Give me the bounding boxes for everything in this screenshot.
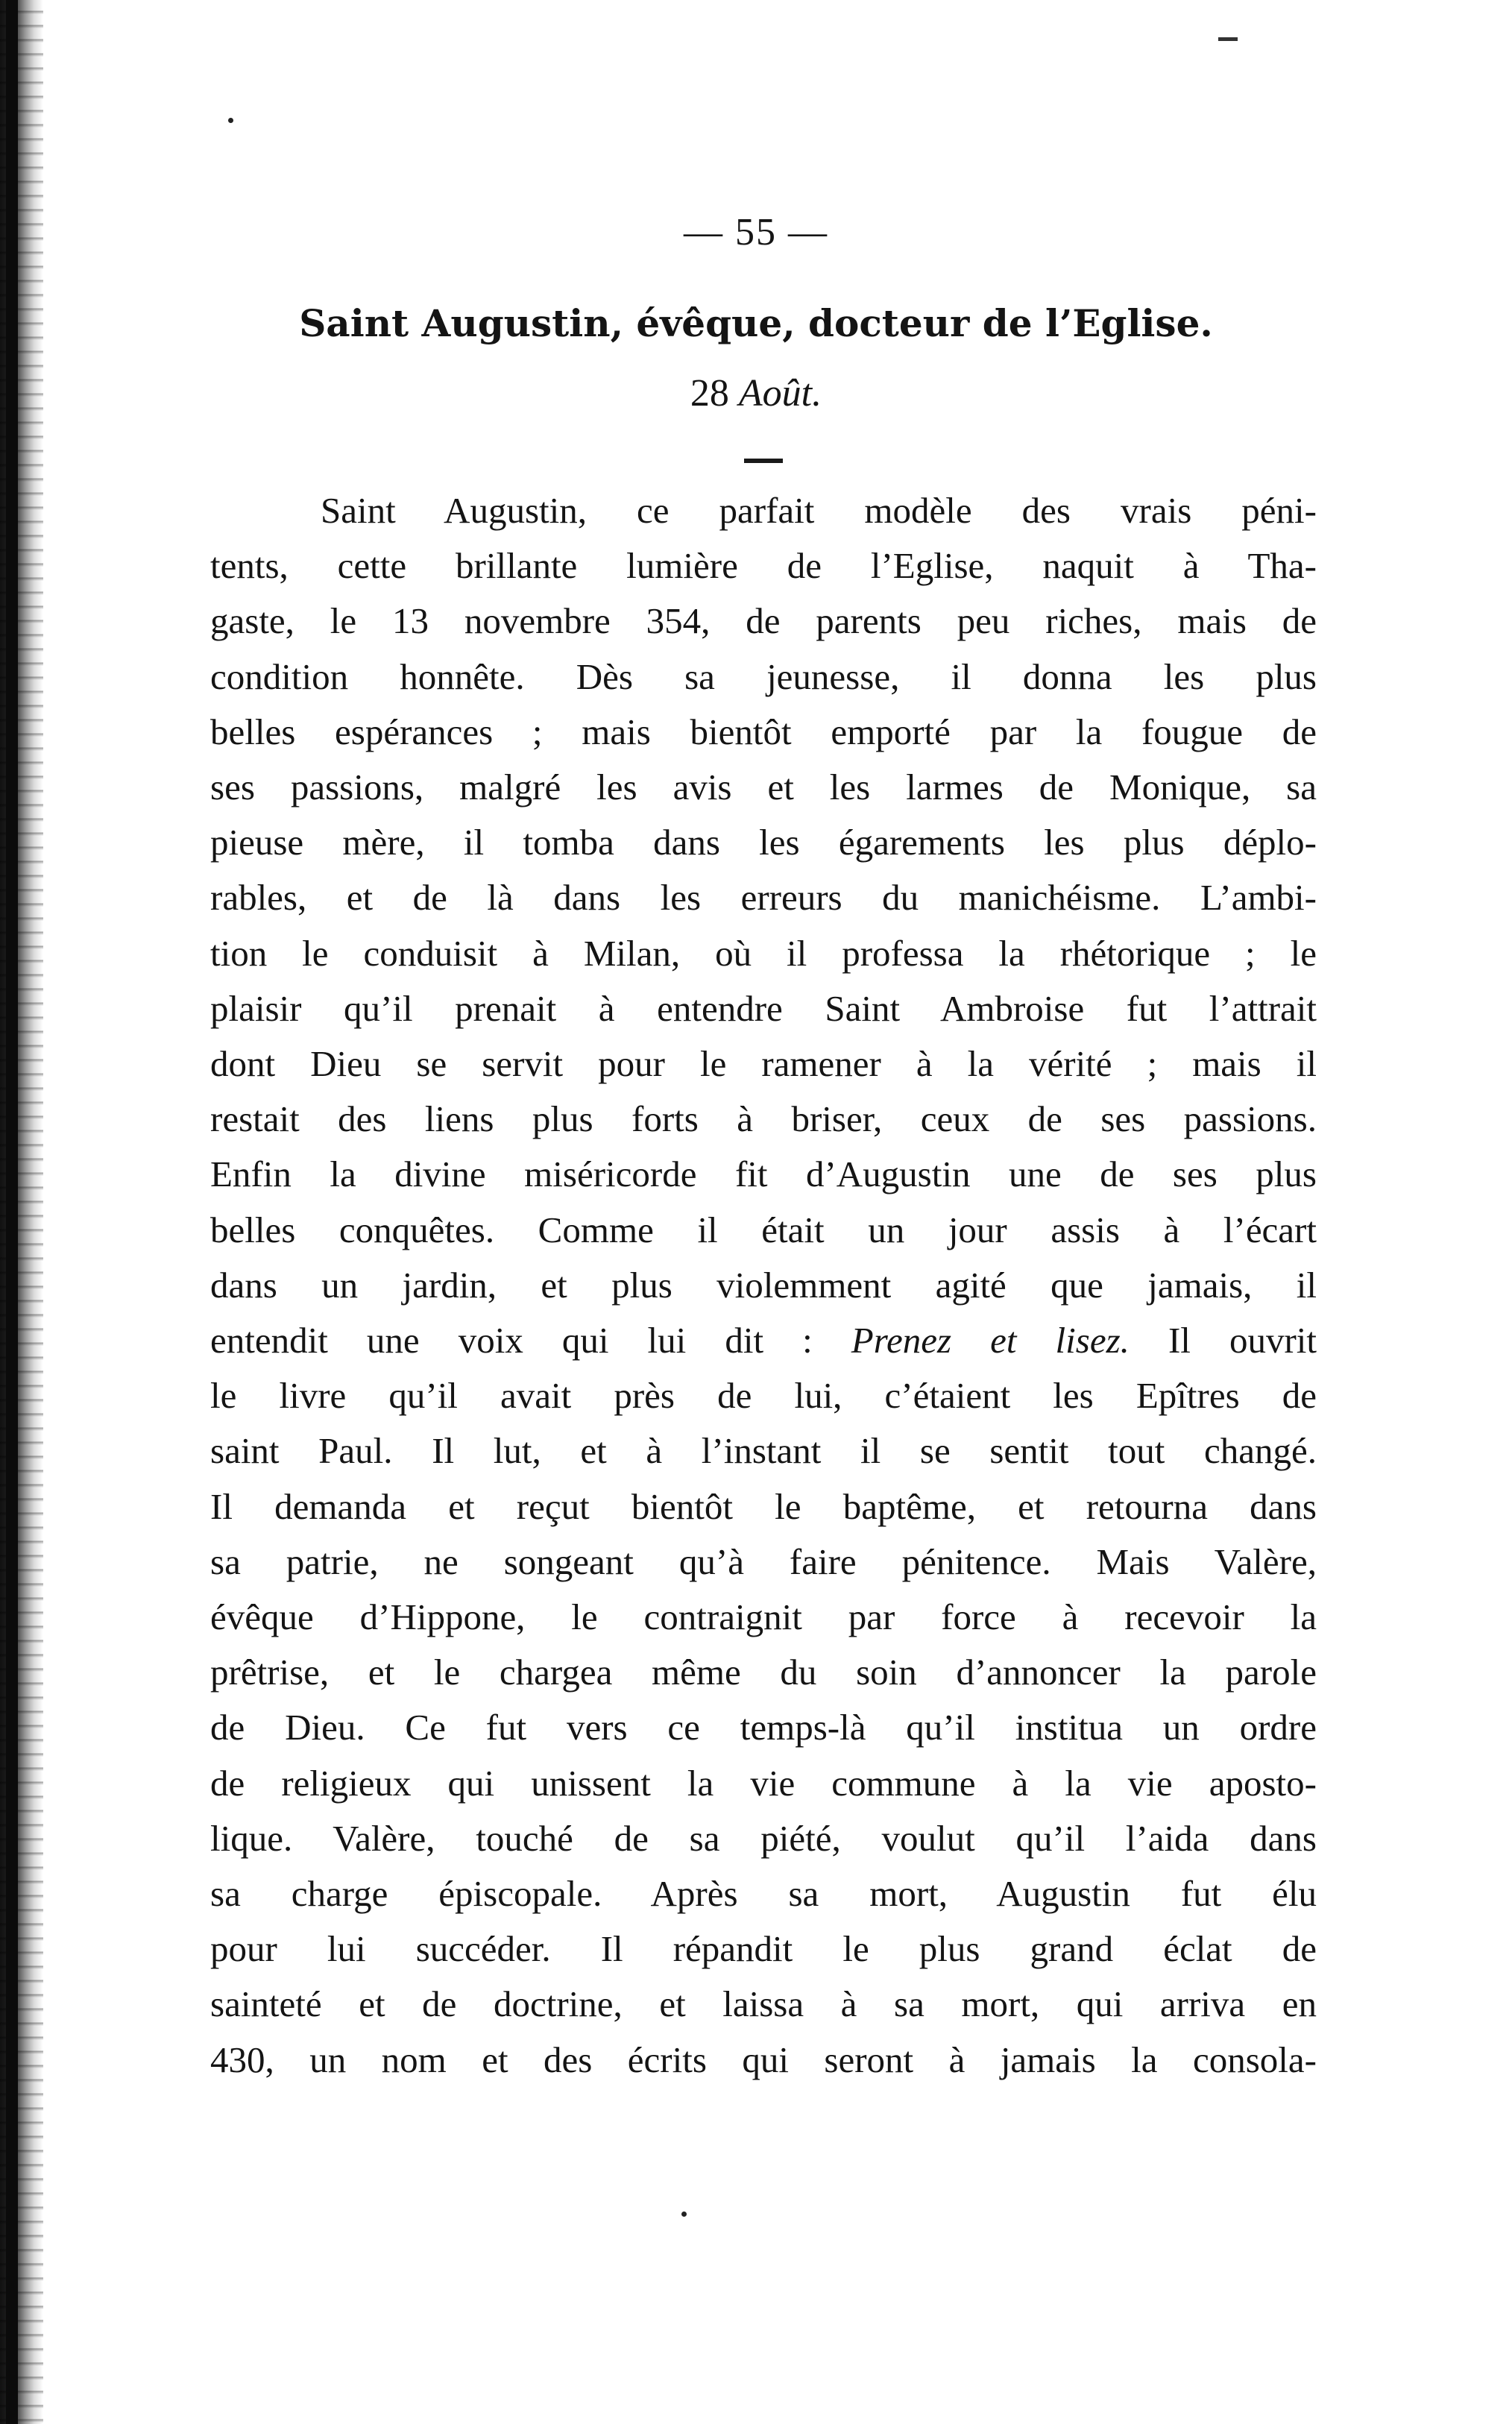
text-line: Enfin la divine miséricorde fit d’Augustin une de ses plus: [210, 1153, 1317, 1195]
scan-speck: [681, 2211, 687, 2217]
text-line: ses passions, malgré les avis et les larmes de Monique, sa: [210, 766, 1317, 808]
text-line: belles espérances ; mais bientôt emporté par la fougue de: [210, 711, 1317, 752]
body-paragraph: [210, 483, 1317, 2088]
text-line: dont Dieu se servit pour le ramener à la vérité ; mais il: [210, 1043, 1317, 1085]
chapter-title: Saint Augustin, évêque, docteur de l’Eglise.: [299, 301, 1213, 345]
text-line: restait des liens plus forts à briser, ceux de ses passions.: [210, 1098, 1317, 1140]
text-line: rables, et de là dans les erreurs du manichéisme. L’ambi-: [210, 877, 1317, 919]
feast-month: Août.: [738, 372, 822, 415]
text-line: tion le conduisit à Milan, où il professa la rhétorique ; le: [210, 932, 1317, 974]
text-line: belles conquêtes. Comme il était un jour assis à l’écart: [210, 1209, 1317, 1250]
feast-day: 28: [690, 372, 729, 415]
text-line: pieuse mère, il tomba dans les égarements les plus déplo-: [210, 822, 1317, 863]
scan-mark: [1218, 37, 1238, 41]
text-line: Saint Augustin, ce parfait modèle des vrais péni-: [321, 490, 1317, 531]
text-line: plaisir qu’il prenait à entendre Saint Ambroise fut l’attrait: [210, 987, 1317, 1029]
text-line: 430, un nom et des écrits qui seront à jamais la consola-: [210, 2039, 1317, 2080]
text-line: dans un jardin, et plus violemment agité que jamais, il: [210, 1264, 1317, 1306]
section-rule: [744, 459, 783, 463]
text-line-end: Il ouvrit: [1168, 1320, 1317, 1361]
text-line: évêque d’Hippone, le contraignit par force à recevoir la: [210, 1596, 1317, 1638]
text-line: sainteté et de doctrine, et laissa à sa mort, qui arriva en: [210, 1983, 1317, 2025]
quoted-words: Prenez et lisez.: [851, 1320, 1130, 1361]
page-number: — 55 —: [684, 211, 828, 254]
text-line: sa patrie, ne songeant qu’à faire pénitence. Mais Valère,: [210, 1540, 1317, 1582]
text-line-with-quote: [210, 1313, 1317, 1368]
text-line: prêtrise, et le chargea même du soin d’annoncer la parole: [210, 1652, 1317, 1693]
feast-date: [0, 371, 1512, 415]
text-line: condition honnête. Dès sa jeunesse, il donna les plus: [210, 655, 1317, 697]
text-line: pour lui succéder. Il répandit le plus grand éclat de: [210, 1928, 1317, 1970]
text-line: sa charge épiscopale. Après sa mort, Augustin fut élu: [210, 1873, 1317, 1915]
text-line: gaste, le 13 novembre 354, de parents peu riches, mais de: [210, 600, 1317, 642]
book-gutter-shadow: [6, 0, 18, 2424]
text-line: de religieux qui unissent la vie commune à la vie aposto-: [210, 1762, 1317, 1804]
text-line: tents, cette brillante lumière de l’Eglise, naquit à Tha-: [210, 545, 1317, 587]
text-line: saint Paul. Il lut, et à l’instant il se sentit tout changé.: [210, 1430, 1317, 1472]
text-line: le livre qu’il avait près de lui, c’étaient les Epîtres de: [210, 1375, 1317, 1417]
text-line: de Dieu. Ce fut vers ce temps-là qu’il institua un ordre: [210, 1707, 1317, 1748]
text-line: Il demanda et reçut bientôt le baptême, et retourna dans: [210, 1485, 1317, 1527]
text-line-start: entendit une voix qui lui dit :: [210, 1320, 813, 1361]
scan-speck: [228, 118, 233, 123]
text-line: lique. Valère, touché de sa piété, voulut qu’il l’aida dans: [210, 1817, 1317, 1859]
